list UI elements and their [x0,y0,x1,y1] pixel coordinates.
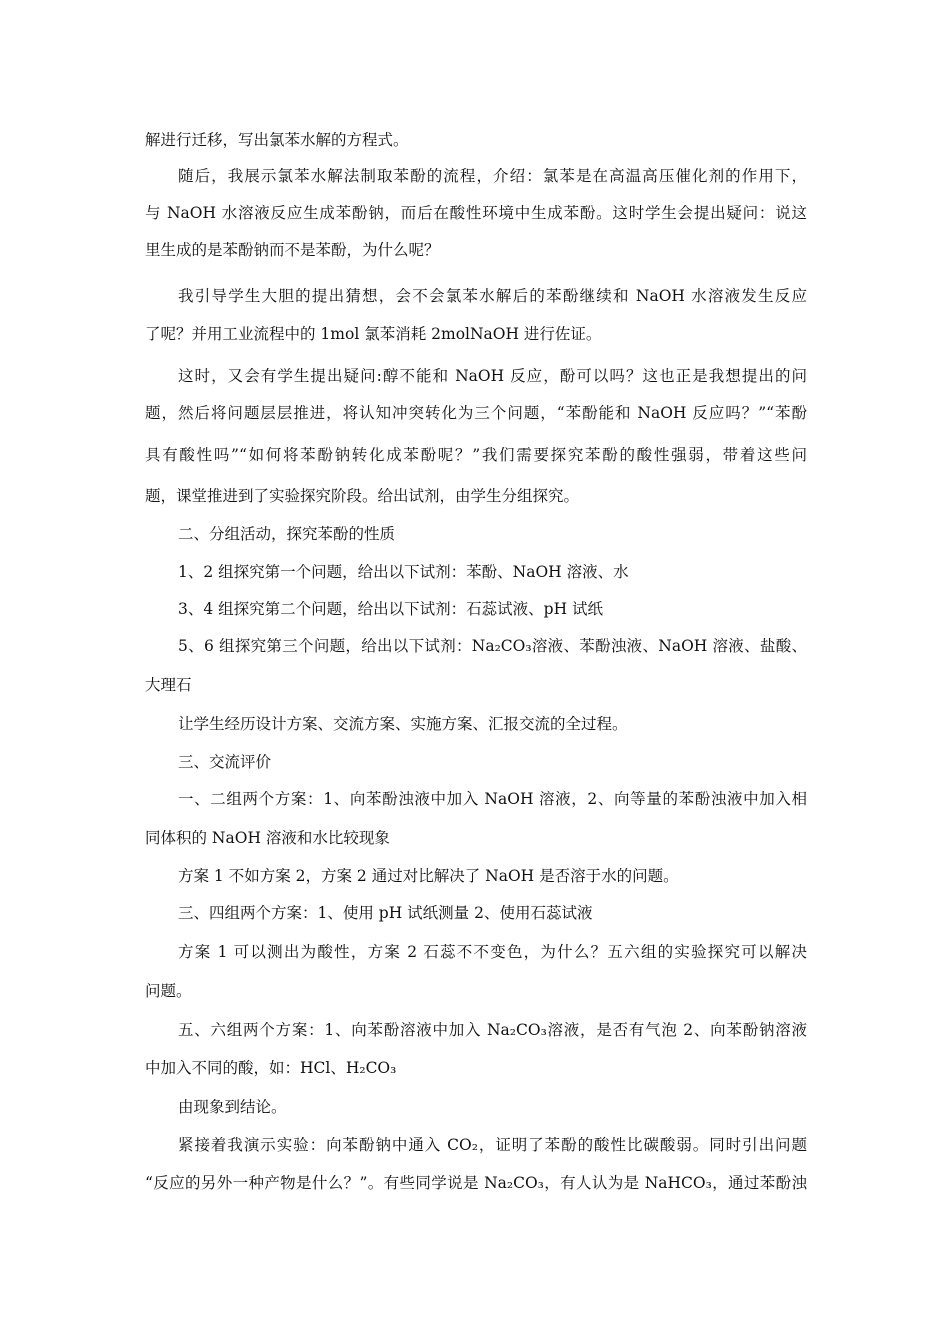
text-line: 题，然后将问题层层推进，将认知冲突转化为三个问题，“苯酚能和 NaOH 反应吗？”“苯酚 [145,404,807,422]
text-line: 问题。 [145,982,192,1000]
text-line: “反应的另外一种产物是什么？”。有些同学说是 Na₂CO₃，有人认为是 NaHCO₃，通过苯酚浊 [145,1174,807,1192]
text-line: 具有酸性吗”“如何将苯酚钠转化成苯酚呢？”我们需要探究苯酚的酸性强弱，带着这些问 [145,446,807,464]
text-line: 我引导学生大胆的提出猜想，会不会氯苯水解后的苯酚继续和 NaOH 水溶液发生反应 [178,287,807,305]
text-line: 由现象到结论。 [178,1098,287,1116]
text-line: 里生成的是苯酚钠而不是苯酚，为什么呢？ [145,241,440,259]
text-line: 解进行迁移，写出氯苯水解的方程式。 [145,131,409,149]
text-line: 大理石 [145,676,192,694]
section-heading: 二、分组活动，探究苯酚的性质 [178,525,396,543]
text-line: 5、6 组探究第三个问题，给出以下试剂：Na₂CO₃溶液、苯酚浊液、NaOH 溶液、盐酸、 [178,637,807,655]
text-line: 让学生经历设计方案、交流方案、实施方案、汇报交流的全过程。 [178,715,628,733]
text-line: 题，课堂推进到了实验探究阶段。给出试剂，由学生分组探究。 [145,487,580,505]
text-line: 方案 1 不如方案 2，方案 2 通过对比解决了 NaOH 是否溶于水的问题。 [178,867,679,885]
text-line: 一、二组两个方案：1、向苯酚浊液中加入 NaOH 溶液，2、向等量的苯酚浊液中加入相 [178,790,807,808]
text-line: 1、2 组探究第一个问题，给出以下试剂：苯酚、NaOH 溶液、水 [178,563,629,581]
text-line: 与 NaOH 水溶液反应生成苯酚钠，而后在酸性环境中生成苯酚。这时学生会提出疑问：说这 [145,204,807,222]
text-line: 这时，又会有学生提出疑问:醇不能和 NaOH 反应，酚可以吗？这也正是我想提出的问 [178,367,807,385]
section-heading: 三、交流评价 [178,753,272,771]
text-line: 五、六组两个方案：1、向苯酚溶液中加入 Na₂CO₃溶液，是否有气泡 2、向苯酚钠溶液 [178,1021,807,1039]
text-line: 随后，我展示氯苯水解法制取苯酚的流程，介绍：氯苯是在高温高压催化剂的作用下， [178,167,807,185]
text-line: 3、4 组探究第二个问题，给出以下试剂：石蕊试液、pH 试纸 [178,600,604,618]
text-line: 方案 1 可以测出为酸性，方案 2 石蕊不不变色，为什么？五六组的实验探究可以解决 [178,943,807,961]
text-line: 了呢？并用工业流程中的 1mol 氯苯消耗 2molNaOH 进行佐证。 [145,325,602,343]
text-line: 三、四组两个方案：1、使用 pH 试纸测量 2、使用石蕊试液 [178,904,593,922]
text-line: 紧接着我演示实验：向苯酚钠中通入 CO₂，证明了苯酚的酸性比碳酸弱。同时引出问题 [178,1136,807,1154]
text-line: 同体积的 NaOH 溶液和水比较现象 [145,829,390,847]
text-line: 中加入不同的酸，如：HCl、H₂CO₃ [145,1059,397,1077]
